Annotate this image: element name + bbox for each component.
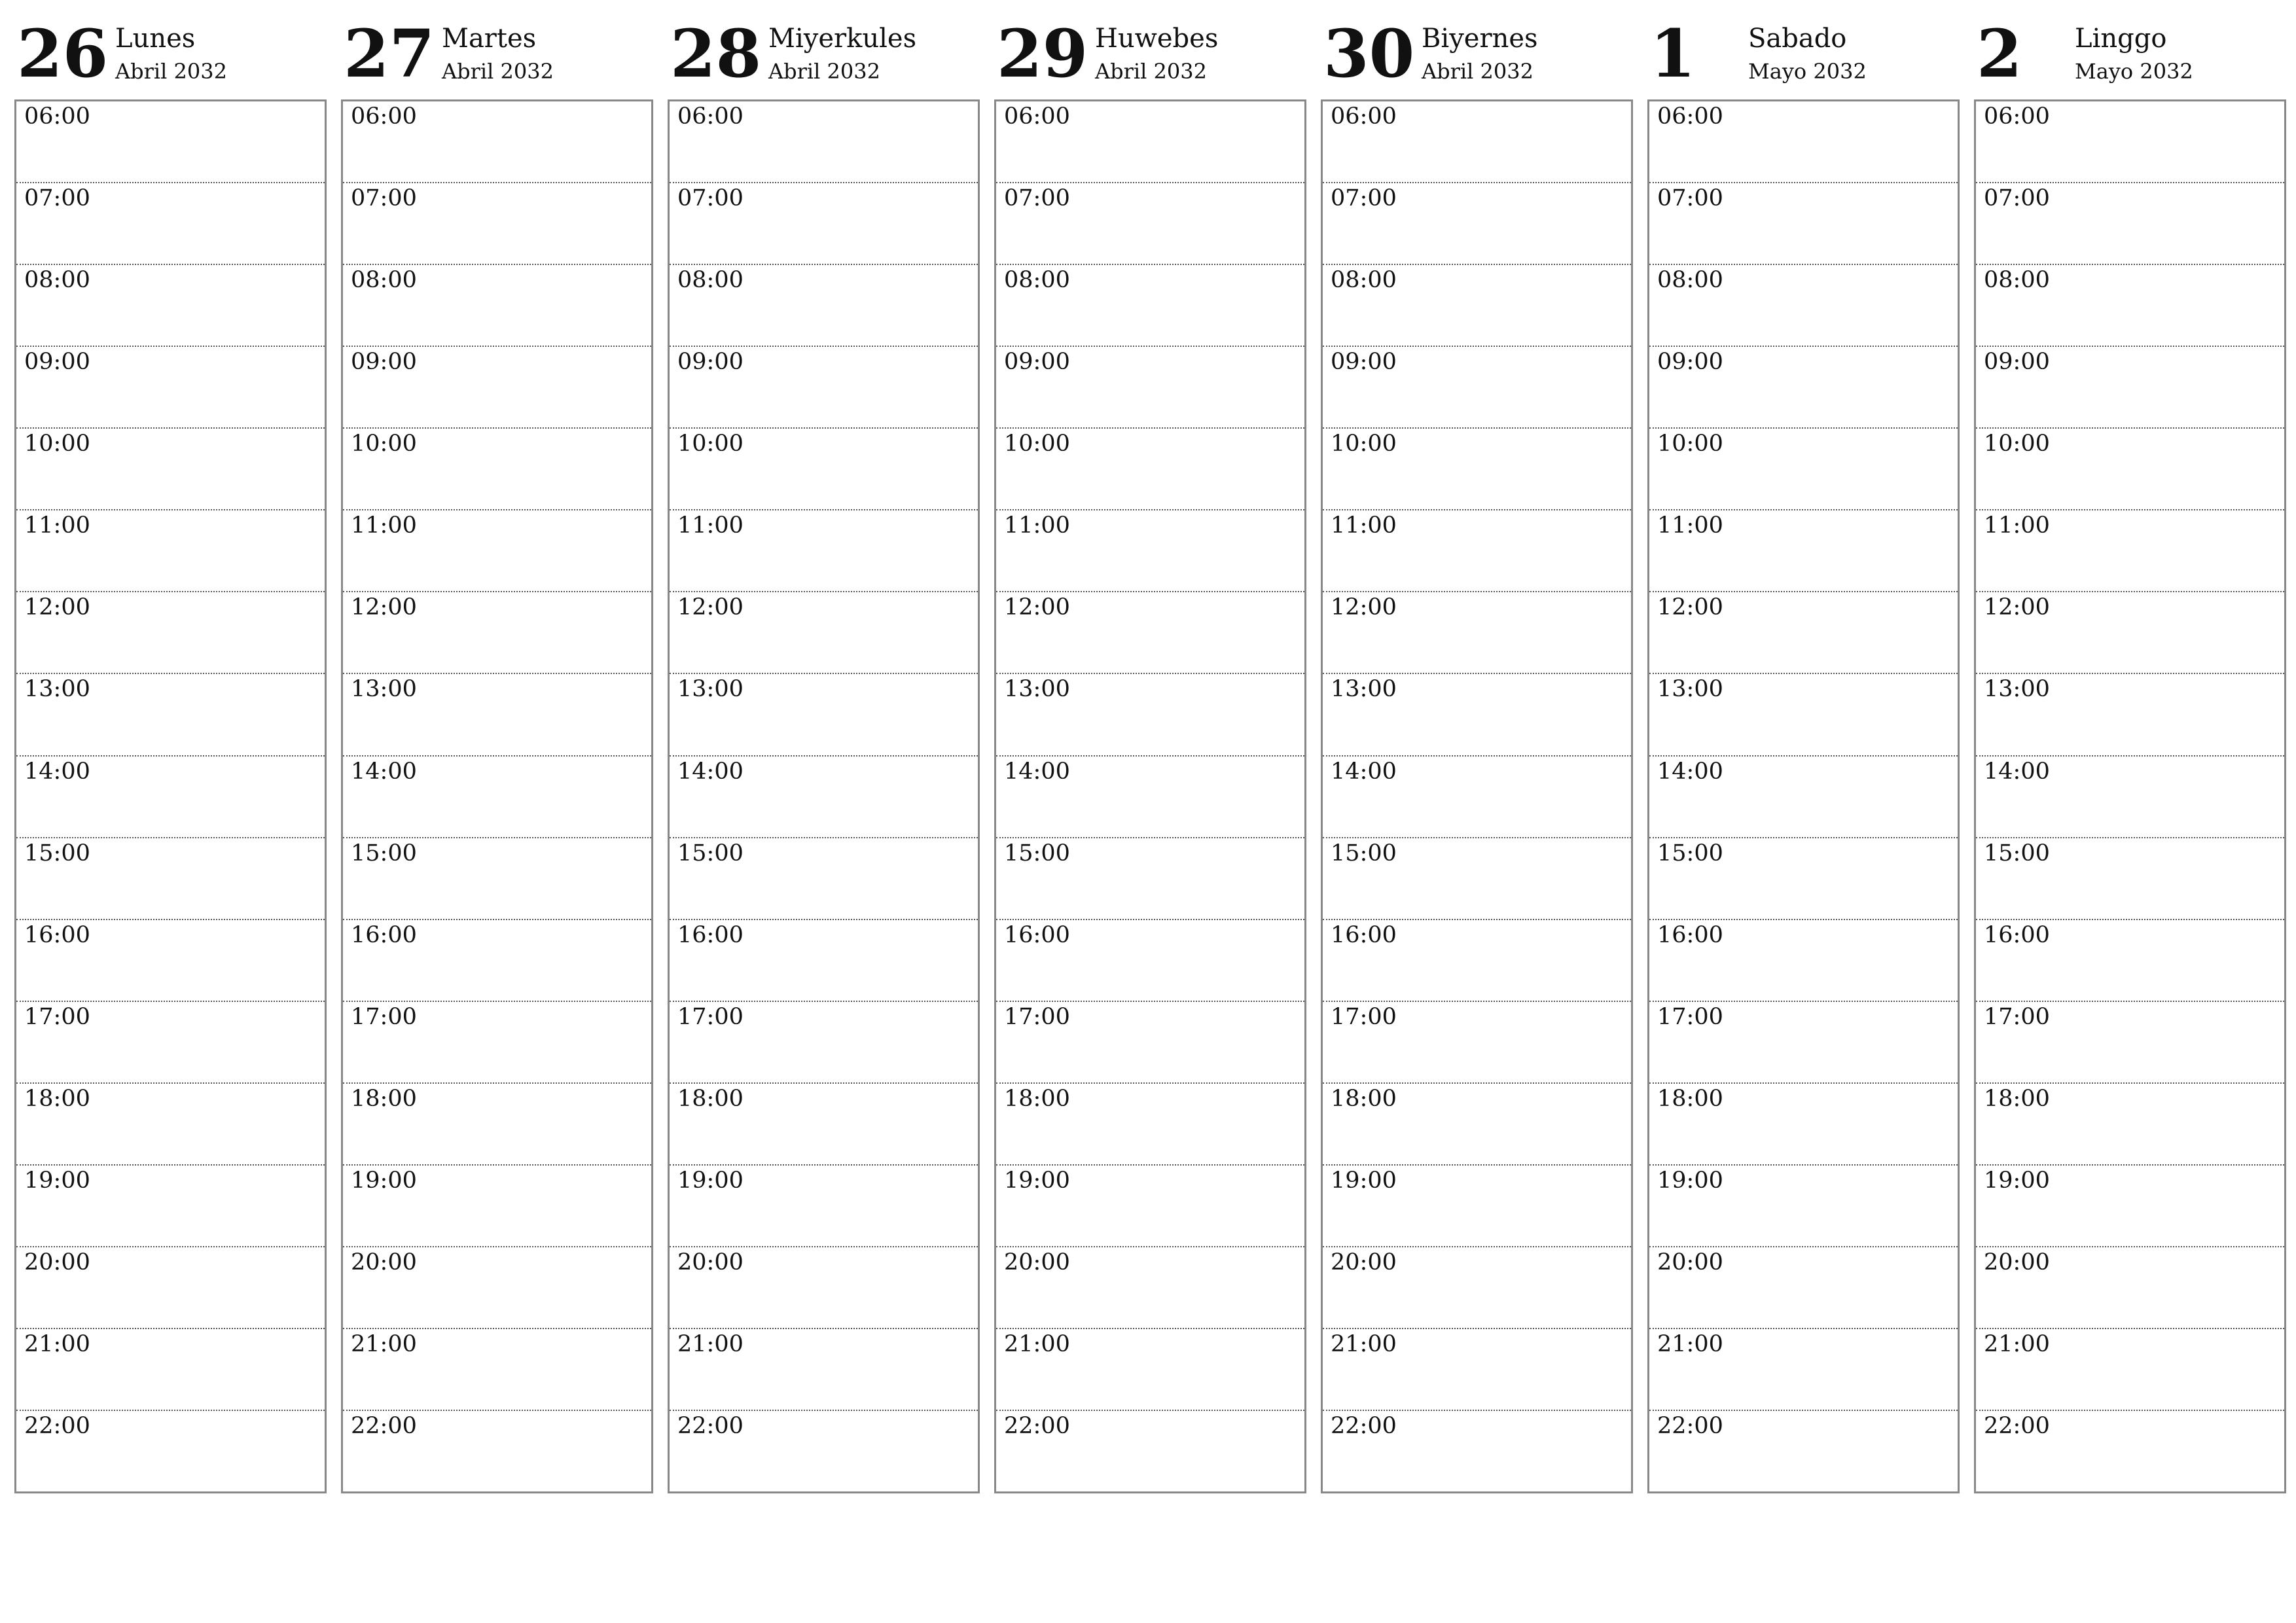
time-slot[interactable] [343,101,651,182]
time-slot-label: 11:00 [1657,512,1723,539]
time-slot[interactable] [16,1164,325,1246]
day-number: 2 [1977,15,2022,92]
time-slot-label: 09:00 [351,349,417,376]
time-slot-label: 06:00 [24,103,90,130]
time-slot[interactable] [670,1328,978,1410]
time-slot[interactable] [1976,591,2284,673]
time-slot-label: 21:00 [1331,1330,1397,1357]
day-name: Sabado [1748,24,1847,54]
time-slot[interactable] [1323,837,1631,919]
time-slot[interactable] [670,427,978,509]
time-slot-label: 22:00 [351,1413,417,1439]
time-slot-label: 19:00 [1657,1167,1723,1194]
time-slot-label: 14:00 [1331,758,1397,785]
time-slot[interactable] [1323,1328,1631,1410]
time-slot-label: 10:00 [1331,431,1397,457]
time-slot[interactable] [343,182,651,264]
day-month-year: Mayo 2032 [2075,59,2193,84]
time-slot-label: 19:00 [351,1167,417,1194]
time-slot-label: 21:00 [351,1330,417,1357]
time-slot-label: 15:00 [1984,840,2050,866]
time-slot[interactable] [1323,346,1631,427]
time-slot-label: 19:00 [1331,1167,1397,1194]
time-slot-label: 11:00 [1004,512,1070,539]
time-slot-label: 08:00 [351,267,417,294]
time-slot[interactable] [996,1001,1304,1082]
time-slot[interactable] [16,1246,325,1328]
time-slot[interactable] [1976,919,2284,1001]
time-slot[interactable] [1649,101,1958,182]
time-slot-label: 06:00 [351,103,417,130]
time-slot-label: 21:00 [677,1330,744,1357]
day-column [14,14,327,1500]
day-column [1647,14,1960,1500]
time-slot-label: 12:00 [24,594,90,621]
time-slot-label: 12:00 [351,594,417,621]
day-text [2075,14,2193,84]
time-slot-label: 09:00 [24,349,90,376]
day-header [14,14,327,99]
day-schedule [1647,99,1960,1493]
time-slot-label: 13:00 [1984,676,2050,703]
time-slot-label: 20:00 [1984,1249,2050,1275]
time-slot[interactable] [1649,1246,1958,1328]
time-slot[interactable] [996,427,1304,509]
time-slot-label: 12:00 [1331,594,1397,621]
time-slot[interactable] [1323,1082,1631,1164]
time-slot-label: 21:00 [1004,1330,1070,1357]
time-slot-label: 08:00 [1331,267,1397,294]
time-slot-label: 09:00 [1984,349,2050,376]
time-slot-label: 19:00 [1004,1167,1070,1194]
time-slot-label: 20:00 [677,1249,744,1275]
time-slot[interactable] [343,673,651,755]
time-slot-label: 22:00 [1657,1413,1723,1439]
time-slot[interactable] [996,1246,1304,1328]
time-slot-label: 21:00 [24,1330,90,1357]
time-slot[interactable] [1976,1082,2284,1164]
time-slot[interactable] [1976,1246,2284,1328]
time-slot-label: 20:00 [1004,1249,1070,1275]
time-slot-label: 12:00 [1004,594,1070,621]
time-slot[interactable] [1649,346,1958,427]
time-slot[interactable] [1649,837,1958,919]
time-slot-label: 07:00 [24,185,90,212]
time-slot[interactable] [670,1001,978,1082]
time-slot-label: 11:00 [1984,512,2050,539]
time-slot[interactable] [343,1164,651,1246]
time-slot[interactable] [670,1164,978,1246]
day-text [115,14,227,84]
time-slot[interactable] [1976,1410,2284,1491]
time-slot[interactable] [1649,427,1958,509]
time-slot-label: 21:00 [1984,1330,2050,1357]
day-header [1647,14,1960,99]
time-slot[interactable] [1323,427,1631,509]
day-month-year: Abril 2032 [1095,59,1207,84]
time-slot-label: 18:00 [1331,1085,1397,1112]
time-slot-label: 16:00 [24,921,90,948]
day-schedule [1974,99,2286,1493]
time-slot-label: 07:00 [677,185,744,212]
time-slot[interactable] [1323,1246,1631,1328]
time-slot-label: 14:00 [351,758,417,785]
time-slot[interactable] [670,509,978,591]
time-slot[interactable] [996,182,1304,264]
time-slot-label: 20:00 [1657,1249,1723,1275]
time-slot[interactable] [1323,182,1631,264]
time-slot-label: 18:00 [1657,1085,1723,1112]
day-number: 29 [997,15,1088,92]
day-name: Linggo [2075,24,2167,54]
time-slot-label: 17:00 [677,1003,744,1030]
time-slot[interactable] [1976,837,2284,919]
day-number: 27 [344,15,435,92]
time-slot-label: 13:00 [1004,676,1070,703]
time-slot-label: 07:00 [1657,185,1723,212]
time-slot-label: 13:00 [351,676,417,703]
time-slot-label: 09:00 [1657,349,1723,376]
time-slot-label: 18:00 [1984,1085,2050,1112]
day-schedule [341,99,653,1493]
time-slot-label: 17:00 [1004,1003,1070,1030]
time-slot-label: 11:00 [351,512,417,539]
time-slot-label: 20:00 [1331,1249,1397,1275]
time-slot[interactable] [996,1328,1304,1410]
time-slot[interactable] [1649,1164,1958,1246]
time-slot[interactable] [16,101,325,182]
time-slot-label: 15:00 [1004,840,1070,866]
time-slot-label: 09:00 [1004,349,1070,376]
time-slot[interactable] [1323,919,1631,1001]
day-schedule [994,99,1306,1493]
time-slot-label: 13:00 [677,676,744,703]
day-number: 30 [1323,15,1415,92]
time-slot-label: 13:00 [1657,676,1723,703]
time-slot-label: 22:00 [1984,1413,2050,1439]
time-slot[interactable] [16,427,325,509]
day-name: Biyernes [1422,24,1538,54]
time-slot-label: 07:00 [1984,185,2050,212]
time-slot-label: 11:00 [1331,512,1397,539]
time-slot-label: 11:00 [677,512,744,539]
time-slot-label: 21:00 [1657,1330,1723,1357]
day-month-year: Mayo 2032 [1748,59,1867,84]
time-slot[interactable] [16,837,325,919]
time-slot-label: 06:00 [677,103,744,130]
time-slot[interactable] [996,919,1304,1001]
time-slot[interactable] [670,919,978,1001]
time-slot-label: 20:00 [24,1249,90,1275]
time-slot[interactable] [16,509,325,591]
time-slot[interactable] [1649,1328,1958,1410]
time-slot-label: 10:00 [351,431,417,457]
day-number: 1 [1650,15,1696,92]
time-slot[interactable] [996,346,1304,427]
time-slot[interactable] [1649,1082,1958,1164]
time-slot[interactable] [343,1082,651,1164]
time-slot[interactable] [996,591,1304,673]
time-slot[interactable] [343,1410,651,1491]
time-slot[interactable] [1649,591,1958,673]
day-number: 28 [670,15,762,92]
time-slot[interactable] [996,264,1304,346]
time-slot-label: 09:00 [1331,349,1397,376]
time-slot[interactable] [996,509,1304,591]
time-slot[interactable] [343,264,651,346]
time-slot-label: 22:00 [1331,1413,1397,1439]
time-slot-label: 08:00 [677,267,744,294]
day-month-year: Abril 2032 [1422,59,1534,84]
day-column [1974,14,2286,1500]
time-slot[interactable] [1323,1001,1631,1082]
day-header [1321,14,1633,99]
time-slot-label: 17:00 [351,1003,417,1030]
day-column [1321,14,1633,1500]
time-slot[interactable] [670,1410,978,1491]
time-slot-label: 11:00 [24,512,90,539]
time-slot[interactable] [343,1001,651,1082]
time-slot[interactable] [16,346,325,427]
time-slot-label: 15:00 [351,840,417,866]
time-slot[interactable] [670,1246,978,1328]
time-slot-label: 22:00 [1004,1413,1070,1439]
time-slot[interactable] [1976,101,2284,182]
time-slot-label: 22:00 [677,1413,744,1439]
day-header [341,14,653,99]
day-name: Martes [442,24,537,54]
time-slot[interactable] [16,182,325,264]
day-column [668,14,980,1500]
day-month-year: Abril 2032 [115,59,227,84]
time-slot[interactable] [1649,509,1958,591]
time-slot-label: 19:00 [677,1167,744,1194]
time-slot-label: 07:00 [351,185,417,212]
time-slot[interactable] [670,755,978,837]
time-slot[interactable] [16,1001,325,1082]
time-slot[interactable] [343,919,651,1001]
time-slot[interactable] [670,837,978,919]
time-slot-label: 14:00 [677,758,744,785]
time-slot[interactable] [343,1246,651,1328]
day-header [668,14,980,99]
time-slot[interactable] [1976,1001,2284,1082]
day-month-year: Abril 2032 [442,59,554,84]
time-slot-label: 16:00 [1984,921,2050,948]
time-slot[interactable] [996,837,1304,919]
time-slot-label: 15:00 [24,840,90,866]
time-slot[interactable] [16,1410,325,1491]
day-name: Miyerkules [768,24,917,54]
time-slot[interactable] [1649,755,1958,837]
time-slot[interactable] [1976,509,2284,591]
time-slot-label: 12:00 [1984,594,2050,621]
time-slot-label: 17:00 [1331,1003,1397,1030]
time-slot[interactable] [996,1410,1304,1491]
time-slot-label: 20:00 [351,1249,417,1275]
time-slot[interactable] [16,591,325,673]
day-schedule [668,99,980,1493]
day-name: Huwebes [1095,24,1219,54]
day-schedule [1321,99,1633,1493]
time-slot-label: 10:00 [1984,431,2050,457]
time-slot[interactable] [996,101,1304,182]
time-slot[interactable] [1323,509,1631,591]
time-slot-label: 18:00 [24,1085,90,1112]
time-slot[interactable] [1976,1328,2284,1410]
time-slot[interactable] [670,591,978,673]
time-slot[interactable] [1649,1001,1958,1082]
time-slot[interactable] [1649,1410,1958,1491]
time-slot-label: 06:00 [1331,103,1397,130]
day-text [442,14,554,84]
time-slot[interactable] [996,1082,1304,1164]
time-slot-label: 16:00 [1657,921,1723,948]
time-slot[interactable] [1649,182,1958,264]
time-slot-label: 13:00 [24,676,90,703]
time-slot[interactable] [996,1164,1304,1246]
time-slot-label: 14:00 [1657,758,1723,785]
time-slot-label: 08:00 [24,267,90,294]
time-slot[interactable] [670,673,978,755]
time-slot[interactable] [1323,101,1631,182]
time-slot[interactable] [1976,755,2284,837]
time-slot-label: 15:00 [677,840,744,866]
time-slot[interactable] [1323,264,1631,346]
time-slot[interactable] [16,1328,325,1410]
time-slot-label: 16:00 [1331,921,1397,948]
time-slot-label: 08:00 [1004,267,1070,294]
time-slot[interactable] [1976,427,2284,509]
time-slot-label: 15:00 [1657,840,1723,866]
day-column [994,14,1306,1500]
time-slot-label: 17:00 [1657,1003,1723,1030]
day-number: 26 [17,15,109,92]
time-slot[interactable] [1649,919,1958,1001]
time-slot[interactable] [1323,673,1631,755]
time-slot[interactable] [16,1082,325,1164]
time-slot-label: 16:00 [677,921,744,948]
time-slot[interactable] [343,427,651,509]
day-header [1974,14,2286,99]
day-month-year: Abril 2032 [768,59,880,84]
time-slot-label: 10:00 [1657,431,1723,457]
day-schedule [14,99,327,1493]
time-slot[interactable] [1323,1410,1631,1491]
time-slot-label: 06:00 [1984,103,2050,130]
time-slot[interactable] [16,264,325,346]
time-slot-label: 17:00 [1984,1003,2050,1030]
day-text [1422,14,1538,84]
time-slot-label: 08:00 [1657,267,1723,294]
day-text [768,14,916,84]
time-slot[interactable] [16,919,325,1001]
day-text [1748,14,1867,84]
time-slot-label: 14:00 [1984,758,2050,785]
time-slot[interactable] [1649,673,1958,755]
day-text [1095,14,1218,84]
time-slot-label: 06:00 [1004,103,1070,130]
time-slot-label: 22:00 [24,1413,90,1439]
time-slot[interactable] [16,755,325,837]
time-slot-label: 15:00 [1331,840,1397,866]
time-slot[interactable] [1976,673,2284,755]
time-slot-label: 08:00 [1984,267,2050,294]
time-slot-label: 14:00 [1004,758,1070,785]
time-slot[interactable] [996,673,1304,755]
time-slot-label: 09:00 [677,349,744,376]
time-slot[interactable] [343,837,651,919]
time-slot-label: 17:00 [24,1003,90,1030]
time-slot-label: 10:00 [677,431,744,457]
time-slot[interactable] [1976,182,2284,264]
time-slot-label: 12:00 [677,594,744,621]
time-slot-label: 19:00 [1984,1167,2050,1194]
time-slot[interactable] [1323,591,1631,673]
time-slot[interactable] [996,755,1304,837]
time-slot-label: 18:00 [677,1085,744,1112]
time-slot[interactable] [16,673,325,755]
time-slot[interactable] [343,591,651,673]
time-slot-label: 06:00 [1657,103,1723,130]
day-column [341,14,653,1500]
time-slot-label: 10:00 [1004,431,1070,457]
time-slot[interactable] [343,755,651,837]
time-slot-label: 16:00 [351,921,417,948]
day-header [994,14,1306,99]
time-slot-label: 07:00 [1004,185,1070,212]
time-slot[interactable] [670,264,978,346]
time-slot[interactable] [670,182,978,264]
time-slot[interactable] [670,1082,978,1164]
time-slot[interactable] [1976,346,2284,427]
time-slot-label: 18:00 [1004,1085,1070,1112]
time-slot[interactable] [1323,755,1631,837]
time-slot[interactable] [343,346,651,427]
time-slot-label: 19:00 [24,1167,90,1194]
time-slot-label: 16:00 [1004,921,1070,948]
time-slot[interactable] [1649,264,1958,346]
weekly-planner [14,14,2283,1500]
time-slot[interactable] [343,1328,651,1410]
time-slot-label: 12:00 [1657,594,1723,621]
time-slot-label: 13:00 [1331,676,1397,703]
time-slot[interactable] [1976,264,2284,346]
time-slot-label: 18:00 [351,1085,417,1112]
time-slot[interactable] [670,101,978,182]
time-slot[interactable] [1976,1164,2284,1246]
time-slot[interactable] [343,509,651,591]
day-name: Lunes [115,24,196,54]
time-slot-label: 07:00 [1331,185,1397,212]
time-slot-label: 10:00 [24,431,90,457]
time-slot[interactable] [670,346,978,427]
time-slot-label: 14:00 [24,758,90,785]
time-slot[interactable] [1323,1164,1631,1246]
